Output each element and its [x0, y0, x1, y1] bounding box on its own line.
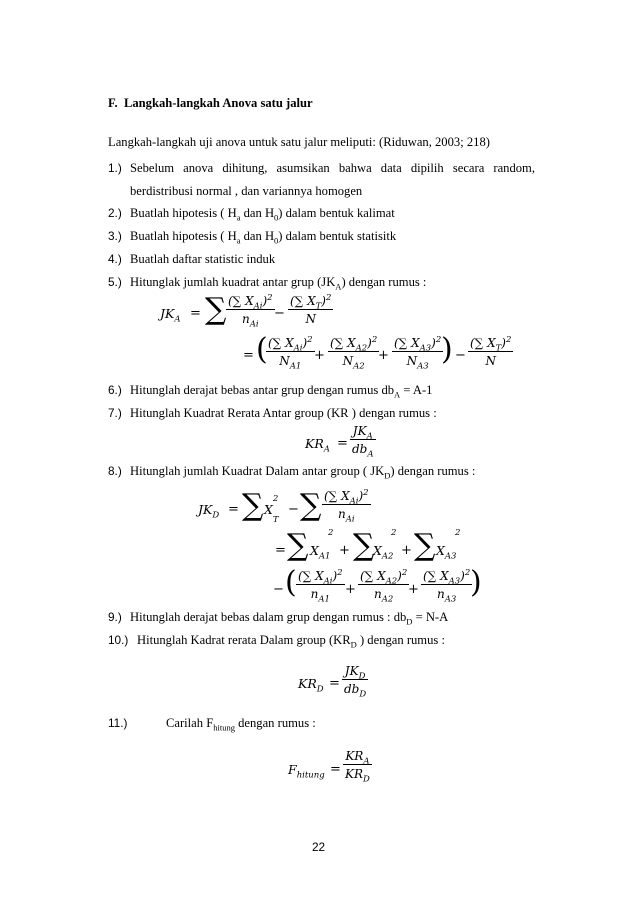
minus-sign-3: − [288, 502, 299, 517]
step-1-line-2: berdistribusi normal , dan variannya homogen [130, 184, 363, 198]
equals-sign-6: = [329, 676, 340, 691]
page-number: 22 [312, 840, 326, 854]
step-11-number: 11.) [108, 716, 128, 730]
xa1-term: $X_{A1}$ [310, 543, 331, 562]
step-11-text: Carilah $F_{hitung}$ dengan rumus : [166, 716, 316, 733]
step-8-number: 8.) [108, 464, 122, 478]
step-2-text: Buatlah hipotesis ( $H_a$ dan $H_0$) dalam bentuk kalimat [130, 206, 395, 223]
xa2-squared: 2 [391, 528, 397, 538]
minus-sign-4: − [273, 582, 284, 597]
fraction-xa2-na2-2: (∑ $X_{A2})^2$ $n_{A2}$ [360, 568, 408, 605]
step-6-text: Hitunglah derajat bebas antar grup dengan rumus $db_A = A-1$ [130, 383, 433, 400]
fraction-xai-nai-2: (∑ $X_{Ai})^2$ $n_{Ai}$ [324, 488, 369, 525]
section-heading [108, 96, 313, 111]
fraction-xai-na1-2: (∑ $X_{Ai})^2$ $n_{A1}$ [298, 568, 343, 605]
xa3-squared: 2 [455, 528, 461, 538]
plus-sign-2: + [378, 348, 389, 363]
fraction-xa3-na3: (∑ $X_{A3})^2$ $N_{A3}$ [394, 335, 442, 372]
xt-squared: X 2 $_T$ [264, 494, 279, 525]
fraction-xt-n: (∑ $X_T)^2$ N [290, 293, 332, 326]
equals-sign-5: = [275, 543, 286, 558]
step-7-text: Hitunglah Kuadrat Rerata Antar group (KR ) dengan rumus : [130, 406, 437, 420]
step-7-number: 7.) [108, 406, 122, 420]
step-4-text: Buatlah daftar statistic induk [130, 252, 276, 266]
fraction-xa2-na2: (∑ $X_{A2})^2$ $N_{A2}$ [330, 335, 378, 372]
formula-krd-lhs: $KR_D$ [298, 676, 324, 695]
left-paren: ( [256, 332, 268, 367]
plus-sign-3: + [339, 543, 350, 558]
right-paren: ) [441, 332, 453, 367]
plus-sign-5: + [345, 582, 356, 597]
sum-symbol-2: ∑ [242, 488, 264, 523]
formula-jkd-lhs: $JK_D$ [198, 502, 220, 521]
plus-sign: + [314, 348, 325, 363]
formula-kra-lhs: $KR_A$ [305, 436, 330, 455]
equals-sign: = [190, 306, 201, 321]
fraction-xai-na1: (∑ $X_{Ai})^2$ $N_{A1}$ [268, 335, 313, 372]
right-paren-2: ) [470, 565, 482, 600]
fraction-xt-n-2: (∑ $X_T)^2$ N [470, 335, 512, 368]
intro-text: Langkah-langkah uji anova untuk satu jalur meliputi: (Riduwan, 2003; 218) [108, 135, 490, 149]
step-3-number: 3.) [108, 229, 122, 243]
step-5-text: Hitunglak jumlah kuadrat antar grup $(JK_A)$ dengan rumus : [130, 275, 427, 292]
step-10-text: Hitunglah Kadrat rerata Dalam group ($KR_D$ ) dengan rumus : [137, 633, 445, 650]
step-2-number: 2.) [108, 206, 122, 220]
xa3-term: $X_{A3}$ [436, 543, 457, 562]
plus-sign-6: + [408, 582, 419, 597]
formula-f-lhs: $F_{hitung}$ [288, 762, 325, 781]
sum-symbol: ∑ [205, 292, 227, 327]
sum-symbol-3: ∑ [300, 488, 322, 523]
section-label: F. [108, 96, 118, 110]
minus-sign: − [274, 306, 285, 321]
fraction-xa3-na3-2: (∑ $X_{A3})^2$ $n_{A3}$ [423, 568, 471, 605]
fraction-xai-nai: (∑ $X_{Ai})^2$ $n_{Ai}$ [228, 293, 273, 330]
sum-symbol-5: ∑ [353, 528, 375, 563]
formula-jka-lhs: $JK_A$ [160, 306, 181, 325]
xa2-term: $X_{A2}$ [373, 543, 394, 562]
equals-sign-7: = [330, 762, 341, 777]
section-title: Langkah-langkah Anova satu jalur [123, 96, 313, 110]
step-1-number: 1.) [108, 161, 122, 175]
step-3-text: Buatlah hipotesis ( $H_a$ dan $H_0$) dalam bentuk statisitk [130, 229, 397, 246]
step-9-text: Hitunglah derajat bebas dalam grup dengan rumus : $db_D = N-A$ [130, 610, 449, 627]
fraction-jkd-dbd: $JK_D$ $db_D$ [344, 664, 367, 700]
equals-sign-2: = [243, 348, 254, 363]
minus-sign-2: − [455, 348, 466, 363]
fraction-kra-krd: $KR_A$ $KR_D$ [345, 749, 370, 785]
equals-sign-3: = [337, 436, 348, 451]
step-4-number: 4.) [108, 252, 122, 266]
step-5-number: 5.) [108, 275, 122, 289]
step-9-number: 9.) [108, 610, 122, 624]
fraction-jka-dba: $JK_A$ $db_A$ [352, 424, 374, 460]
step-10-number: 10.) [108, 633, 129, 647]
step-1-line-1: Sebelum anova dihitung, asumsikan bahwa data dipilih secara random, [130, 161, 535, 175]
plus-sign-4: + [401, 543, 412, 558]
sum-symbol-4: ∑ [287, 528, 309, 563]
step-6-number: 6.) [108, 383, 122, 397]
equals-sign-4: = [228, 502, 239, 517]
xa1-squared: 2 [328, 528, 334, 538]
step-8-text: Hitunglah jumlah Kuadrat Dalam antar group ( $JK_D$) dengan rumus : [130, 464, 476, 481]
sum-symbol-6: ∑ [414, 528, 436, 563]
left-paren-2: ( [285, 565, 297, 600]
